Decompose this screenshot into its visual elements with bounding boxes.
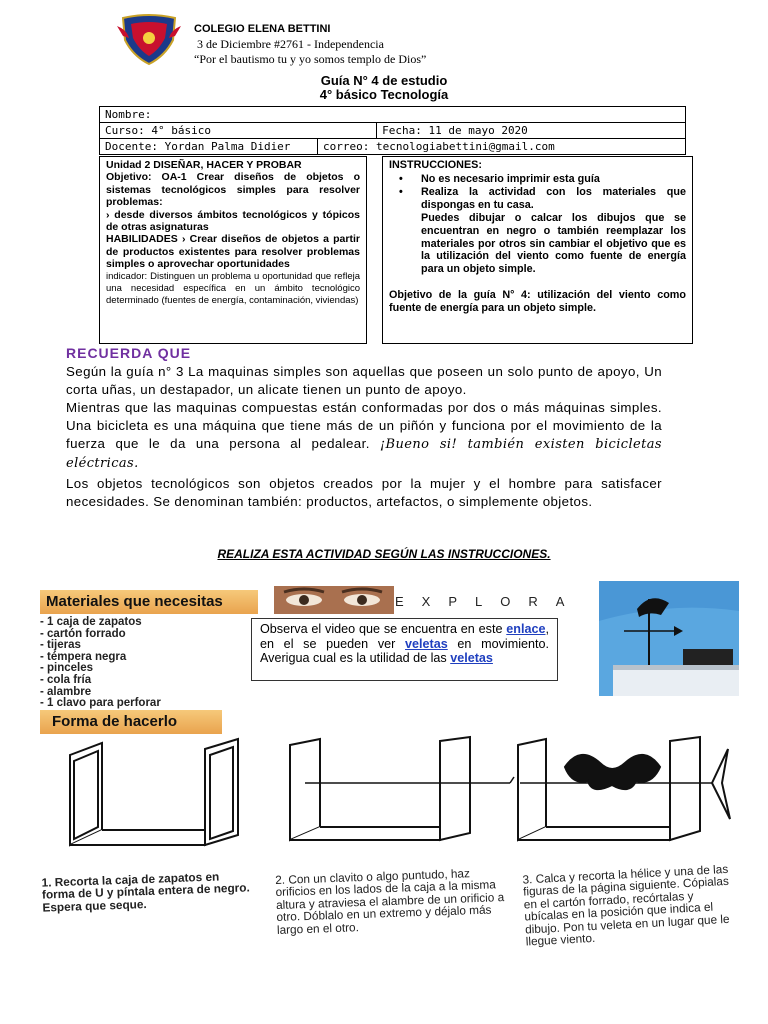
box-u-shape-step1 — [70, 739, 238, 845]
instructions-list — [389, 173, 686, 212]
video-link[interactable]: enlace — [506, 622, 546, 636]
email-cell: correo: tecnologiabettini@gmail.com — [318, 139, 686, 155]
vane-assembled-step3 — [518, 737, 730, 840]
unit-objectives-box — [99, 156, 367, 344]
unit-indicator: indicador: Distinguen un problema u oportunidad que refleja una necesidad específica en un ámbito tecnológico determinado (fuentes de energía, contaminación, viviendas) — [106, 270, 360, 306]
eyes-illustration-icon — [274, 586, 394, 614]
video-text: , en el se pueden ver — [260, 622, 549, 651]
step-1-text: 1. Recorta la caja de zapatos en forma de U y píntala entera de negro. Espera que seque. — [41, 869, 250, 915]
box-wire-step2 — [290, 737, 514, 840]
instructions-box — [382, 156, 693, 344]
paragraph-tech-objects: Los objetos tecnológicos son objetos creados por la mujer y el hombre para satisfacer necesidades. Se denominan también: productos, artefactos, o simplemente objetos. — [66, 476, 662, 509]
explora-label: EXPLORA — [395, 594, 583, 609]
school-header — [194, 22, 426, 67]
material-item: - pinceles — [40, 662, 94, 675]
video-text: en movimiento. Averigua cual es la utilidad de las — [260, 636, 550, 665]
instructions-extra: Puedes dibujar o calcar los dibujos que se encuentran en negro o también reemplazar los materiales por otros sin cambiar el objetivo que es la utilización del viento como fuente de energía para un objeto simple. — [421, 212, 686, 275]
instructions-heading: INSTRUCCIONES: — [389, 159, 482, 171]
activity-heading: REALIZA ESTA ACTIVIDAD SEGÚN LAS INSTRUCCIONES. — [217, 547, 551, 561]
unit-skills: HABILIDADES › Crear diseños de objetos a partir de productos existentes para resolver problemas simples o aprovechar oportunidades — [106, 233, 360, 271]
material-item: - cartón forrado — [40, 627, 126, 640]
veletas-link-2[interactable]: veletas — [450, 651, 493, 665]
course-cell: Curso: 4° básico — [100, 123, 377, 139]
material-item: - alambre — [40, 685, 92, 698]
weather-vane-photo-icon — [599, 581, 739, 696]
unit-ambitos: › desde diversos ámbitos tecnológicos y tópicos de otras asignaturas — [106, 208, 360, 234]
school-motto: “Por el bautismo tu y yo somos templo de Dios” — [194, 52, 427, 66]
recuerda-text — [66, 363, 662, 511]
video-text: Observa el video que se encuentra en este — [260, 622, 507, 636]
document-title — [0, 74, 768, 102]
material-item: - cola fría — [40, 673, 92, 686]
school-address: 3 de Diciembre #2761 - Independencia — [197, 37, 384, 51]
guide-title: Guía N° 4 de estudio — [320, 73, 448, 88]
material-item: - 1 clavo para perforar — [40, 697, 161, 710]
recuerda-heading: RECUERDA QUE — [66, 345, 192, 361]
course-title: 4° básico Tecnología — [319, 87, 449, 102]
video-instructions-box — [251, 618, 558, 681]
date-cell: Fecha: 11 de mayo 2020 — [377, 123, 686, 139]
paragraph-compound-text: Mientras que las maquinas compuestas están conformadas por dos o más máquinas simples. Una bicicleta es una máquina que tiene más de un piñón y funciona por el movimiento de la fuerza que le da una persona al pedalear. — [66, 400, 662, 451]
teacher-cell: Docente: Yordan Palma Didier — [100, 139, 318, 155]
material-item: - témpera negra — [40, 650, 127, 663]
forma-banner: Forma de hacerlo — [40, 710, 222, 734]
unit-heading: Unidad 2 DISEÑAR, HACER Y PROBAR — [106, 159, 302, 171]
name-cell: Nombre: — [100, 107, 686, 123]
material-item: - 1 caja de zapatos — [40, 616, 142, 628]
unit-objective: Objetivo: OA-1 Crear diseños de objetos o sistemas tecnológicos simples para resolver problemas: — [106, 171, 360, 209]
handwritten-note: ¡Bueno si! también existen bicicletas eléctricas. — [66, 437, 662, 471]
guide-objective: Objetivo de la guía N° 4: utilización del viento como fuente de energía para un objeto simple. — [389, 289, 686, 314]
paragraph-simple-machines: Según la guía n° 3 La maquinas simples son aquellas que poseen un solo punto de apoyo, Un corta uñas, un destapador, un alicate tienen un punto de apoyo. — [66, 364, 662, 397]
materials-banner: Materiales que necesitas — [40, 590, 258, 614]
student-info-table — [99, 106, 686, 155]
school-crest-icon — [117, 12, 181, 66]
instruction-item: • No es necesario imprimir esta guía — [389, 173, 686, 186]
step-3-text: 3. Calca y recorta la hélice y una de las figuras de la página siguiente. Cópialas en el cartón forrado, recórtalas y ubícalas en la posición que indica el dibujo. Pon tu veleta en un lugar que le llegue viento. — [522, 861, 730, 949]
step-2-text: 2. Con un clavito o algo puntudo, haz orificios en los lados de la caja a la misma altura y atraviesa el alambre de un orificio a otro. Dóblalo en un extremo y déjalo más largo en el otro. — [274, 866, 505, 937]
materials-list — [40, 617, 161, 710]
construction-steps-drawing — [40, 735, 740, 855]
paragraph-compound-machines — [66, 399, 662, 473]
material-item: - tijeras — [40, 639, 81, 652]
veletas-link[interactable]: veletas — [405, 636, 448, 651]
instruction-item: • Realiza la actividad con los materiales que dispongas en tu casa. — [389, 186, 686, 211]
school-name: COLEGIO ELENA BETTINI — [194, 23, 331, 35]
